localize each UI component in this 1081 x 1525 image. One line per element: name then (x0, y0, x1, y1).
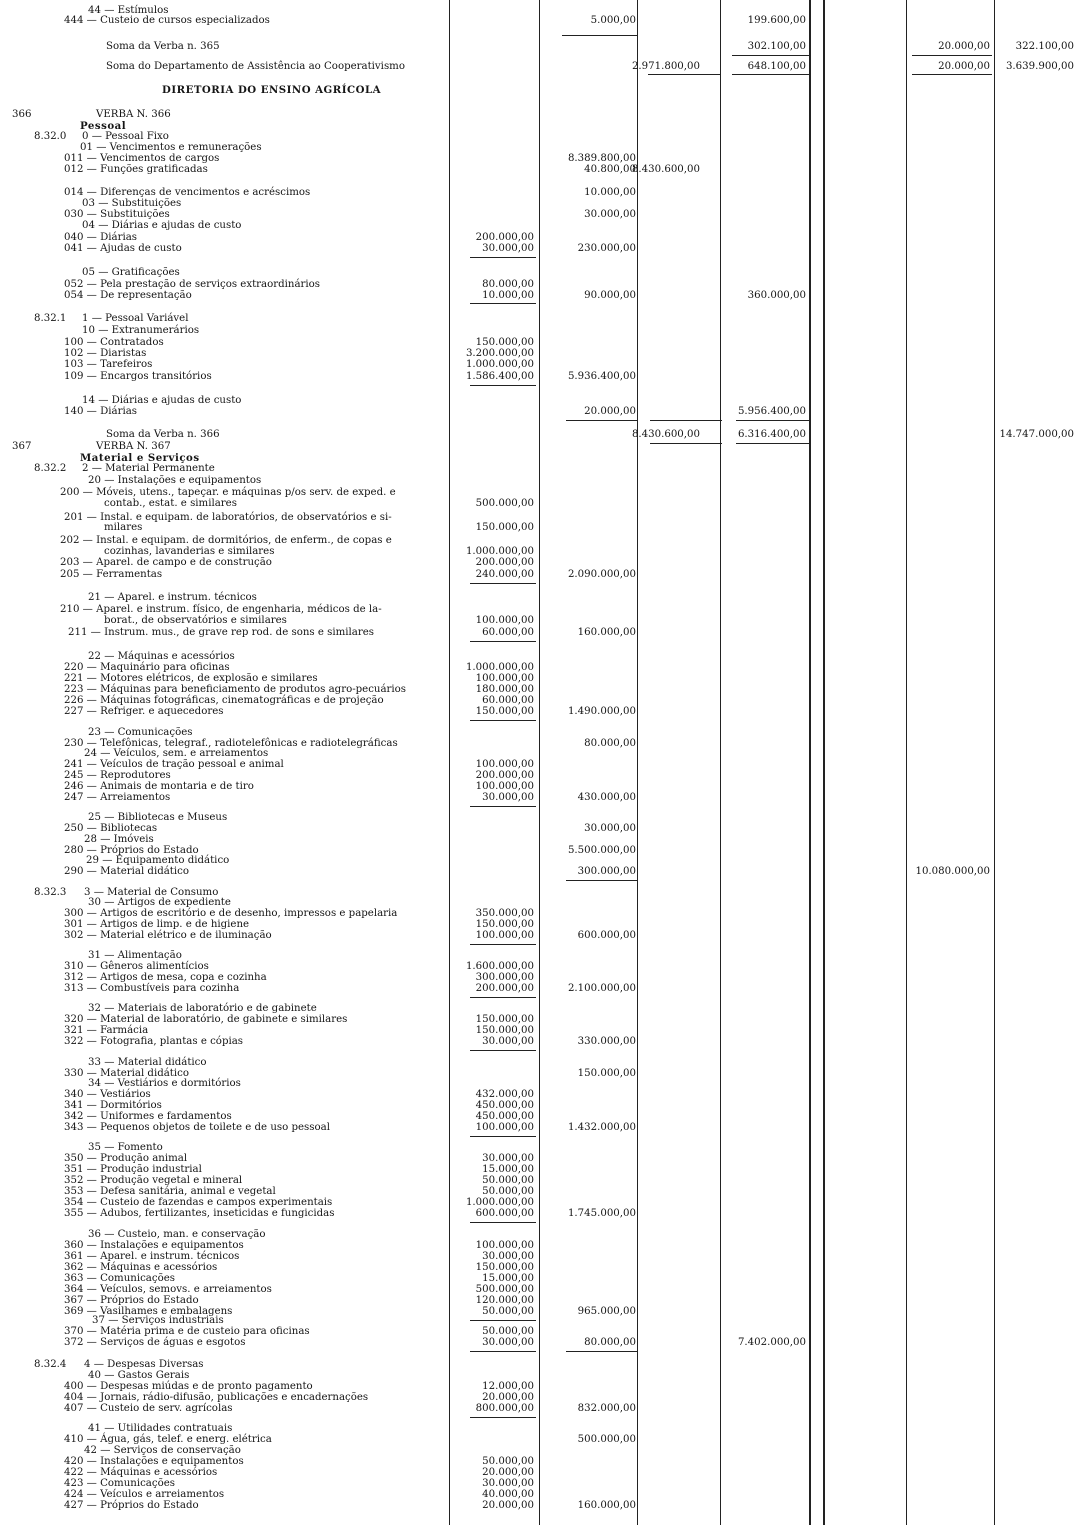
row-description: 42 — Serviços de conservação (84, 1445, 241, 1456)
amount-c1: 30.000,00 (482, 1036, 534, 1047)
row-description: 300 — Artigos de escritório e de desenho, impressos e papelaria (64, 908, 398, 919)
amount-c2: 2.090.000,00 (567, 569, 636, 580)
amount-c5: 20.000,00 (938, 41, 990, 52)
sum-rule (470, 997, 536, 998)
row-description: 343 — Pequenos objetos de toilete e de uso pessoal (64, 1122, 330, 1133)
amount-c4: 5.956.400,00 (737, 406, 806, 417)
row-description: 420 — Instalações e equipamentos (64, 1456, 244, 1467)
row-description: 367 — Próprios do Estado (64, 1295, 199, 1306)
row-description: 37 — Serviços industriais (92, 1315, 224, 1326)
sum-rule (566, 880, 638, 881)
sum-rule (470, 641, 536, 642)
row-description: milares (104, 522, 143, 533)
row-description: 246 — Animais de montaria e de tiro (64, 781, 254, 792)
budget-row (0, 15, 1081, 27)
budget-row (0, 615, 1081, 627)
row-description: 205 — Ferramentas (60, 569, 163, 580)
row-description: 321 — Farmácia (64, 1025, 149, 1036)
row-description: VERBA N. 367 (96, 441, 171, 452)
row-description: 030 — Substituições (64, 209, 170, 220)
row-description: 354 — Custeio de fazendas e campos experimentais (64, 1197, 333, 1208)
row-description: 363 — Comunicações (64, 1273, 175, 1284)
budget-row (0, 866, 1081, 878)
amount-c1: 80.000,00 (482, 279, 534, 290)
amount-c1: 1.000.000,00 (465, 359, 534, 370)
amount-c4: 7.402.000,00 (737, 1337, 806, 1348)
row-description: 247 — Arreiamentos (64, 792, 171, 803)
amount-c1: 432.000,00 (475, 1089, 534, 1100)
budget-row (0, 1208, 1081, 1220)
sum-rule (470, 1222, 536, 1223)
amount-c4: 199.600,00 (747, 15, 806, 26)
budget-row (0, 1337, 1081, 1349)
amount-c1: 10.000,00 (482, 290, 534, 301)
row-code: 8.32.2 (34, 463, 67, 474)
budget-row (0, 359, 1081, 371)
row-description: 4 — Despesas Diversas (84, 1359, 204, 1370)
amount-c1: 500.000,00 (475, 1284, 534, 1295)
row-description: 2 — Material Permanente (82, 463, 215, 474)
row-description: 011 — Vencimentos de cargos (64, 153, 220, 164)
row-description: 424 — Veículos e arreiamentos (64, 1489, 225, 1500)
row-description: 353 — Defesa sanitária, animal e vegetal (64, 1186, 276, 1197)
budget-row (0, 1036, 1081, 1048)
row-description: contab., estat. e similares (104, 498, 237, 509)
row-description: 241 — Veículos de tração pessoal e animal (64, 759, 284, 770)
amount-c2: 10.000,00 (584, 187, 636, 198)
amount-c2: 80.000,00 (584, 1337, 636, 1348)
sum-rule (470, 806, 536, 807)
amount-c1: 20.000,00 (482, 1467, 534, 1478)
row-description: Soma da Verba n. 365 (106, 41, 220, 52)
amount-c1: 450.000,00 (475, 1111, 534, 1122)
row-description: 423 — Comunicações (64, 1478, 175, 1489)
row-code: 367 (12, 441, 32, 452)
amount-c4: 6.316.400,00 (737, 429, 806, 440)
row-description: 310 — Gêneros alimentícios (64, 961, 209, 972)
budget-row (0, 592, 1081, 604)
amount-c1: 30.000,00 (482, 243, 534, 254)
row-description: 361 — Aparel. e instrum. técnicos (64, 1251, 240, 1262)
amount-c1: 1.586.400,00 (465, 371, 534, 382)
row-description: 322 — Fotografia, plantas e cópias (64, 1036, 244, 1047)
amount-c2: 1.745.000,00 (567, 1208, 636, 1219)
row-code: 8.32.4 (34, 1359, 67, 1370)
sum-rule (470, 385, 536, 386)
amount-c1: 50.000,00 (482, 1306, 534, 1317)
row-description: 14 — Diárias e ajudas de custo (82, 395, 242, 406)
sum-rule (732, 74, 810, 75)
row-description: 227 — Refriger. e aquecedores (64, 706, 224, 717)
sum-rule (470, 720, 536, 721)
amount-c1: 300.000,00 (475, 972, 534, 983)
amount-c2: 5.936.400,00 (567, 371, 636, 382)
amount-c1: 120.000,00 (475, 1295, 534, 1306)
sum-rule (470, 583, 536, 584)
row-description: 05 — Gratificações (82, 267, 180, 278)
budget-row (0, 313, 1081, 325)
row-description: 290 — Material didático (64, 866, 190, 877)
row-description: 35 — Fomento (88, 1142, 163, 1153)
row-description: 342 — Uniformes e fardamentos (64, 1111, 232, 1122)
row-description: 44 — Estímulos (88, 5, 169, 16)
amount-c6: 322.100,00 (1015, 41, 1074, 52)
amount-c2: 430.000,00 (577, 792, 636, 803)
amount-c1: 1.000.000,00 (465, 662, 534, 673)
budget-row (0, 706, 1081, 718)
amount-c1: 100.000,00 (475, 1122, 534, 1133)
amount-c1: 800.000,00 (475, 1403, 534, 1414)
amount-c1: 100.000,00 (475, 781, 534, 792)
sum-rule (732, 55, 810, 56)
row-description: 41 — Utilidades contratuais (88, 1423, 233, 1434)
amount-c1: 60.000,00 (482, 695, 534, 706)
row-description: 014 — Diferenças de vencimentos e acréscimos (64, 187, 311, 198)
row-description: 444 — Custeio de cursos especializados (64, 15, 270, 26)
amount-c2: 500.000,00 (577, 1434, 636, 1445)
amount-c2: 40.800,00 (584, 164, 636, 175)
row-description: 320 — Material de laboratório, de gabinete e similares (64, 1014, 348, 1025)
amount-c1: 60.000,00 (482, 627, 534, 638)
row-description: 28 — Imóveis (84, 834, 154, 845)
budget-row (0, 41, 1081, 53)
row-description: 370 — Matéria prima e de custeio para oficinas (64, 1326, 310, 1337)
sum-rule (912, 74, 992, 75)
amount-c2: 80.000,00 (584, 738, 636, 749)
amount-c1: 50.000,00 (482, 1175, 534, 1186)
amount-c2: 965.000,00 (577, 1306, 636, 1317)
row-description: borat., de observatórios e similares (104, 615, 287, 626)
row-description: 03 — Substituições (82, 198, 182, 209)
sum-rule (912, 55, 992, 56)
amount-c1: 12.000,00 (482, 1381, 534, 1392)
row-description: 221 — Motores elétricos, de explosão e similares (64, 673, 318, 684)
row-description: 350 — Produção animal (64, 1153, 188, 1164)
row-description: 400 — Despesas miúdas e de pronto pagamento (64, 1381, 313, 1392)
row-description: 410 — Água, gás, telef. e energ. elétrica (64, 1434, 272, 1445)
sum-rule (650, 420, 722, 421)
budget-row (0, 290, 1081, 302)
amount-c2: 8.389.800,00 (567, 153, 636, 164)
row-description: 01 — Vencimentos e remunerações (80, 142, 262, 153)
row-description: 203 — Aparel. de campo e de construção (60, 557, 272, 568)
amount-c1: 50.000,00 (482, 1456, 534, 1467)
row-description: 352 — Produção vegetal e mineral (64, 1175, 243, 1186)
sum-rule (470, 1417, 536, 1418)
row-description: 109 — Encargos transitórios (64, 371, 212, 382)
sum-rule (470, 1050, 536, 1051)
row-description: 22 — Máquinas e acessórios (88, 651, 235, 662)
amount-c1: 15.000,00 (482, 1273, 534, 1284)
amount-c2: 1.432.000,00 (567, 1122, 636, 1133)
amount-c2: 300.000,00 (577, 866, 636, 877)
amount-c1: 30.000,00 (482, 1478, 534, 1489)
row-description: 012 — Funções gratificadas (64, 164, 208, 175)
amount-c3: 2.971.800,00 (631, 61, 700, 72)
row-description: 200 — Móveis, utens., tapeçar. e máquinas p/os serv. de exped. e (60, 487, 396, 498)
budget-row (0, 371, 1081, 383)
amount-c1: 150.000,00 (475, 706, 534, 717)
row-description: 10 — Extranumerários (82, 325, 200, 336)
budget-row (0, 792, 1081, 804)
amount-c1: 30.000,00 (482, 792, 534, 803)
amount-c2: 600.000,00 (577, 930, 636, 941)
sum-rule (562, 35, 638, 36)
row-description: 313 — Combustíveis para cozinha (64, 983, 240, 994)
budget-row (0, 498, 1081, 510)
amount-c2: 5.500.000,00 (567, 845, 636, 856)
amount-c2: 330.000,00 (577, 1036, 636, 1047)
sum-rule (470, 303, 536, 304)
row-description: 32 — Materiais de laboratório e de gabinete (88, 1003, 317, 1014)
amount-c5: 20.000,00 (938, 61, 990, 72)
amount-c2: 2.100.000,00 (567, 983, 636, 994)
row-description: 250 — Bibliotecas (64, 823, 158, 834)
row-description: 210 — Aparel. e instrum. físico, de engenharia, médicos de la- (60, 604, 382, 615)
budget-row (0, 243, 1081, 255)
amount-c2: 160.000,00 (577, 1500, 636, 1511)
row-description: 041 — Ajudas de custo (64, 243, 182, 254)
row-description: Material e Serviços (80, 452, 200, 464)
row-code: 366 (12, 109, 32, 120)
amount-c1: 30.000,00 (482, 1251, 534, 1262)
budget-row (0, 1500, 1081, 1512)
row-description: cozinhas, lavanderias e similares (104, 546, 275, 557)
sum-rule (470, 1351, 536, 1352)
row-description: 040 — Diárias (64, 232, 138, 243)
amount-c1: 100.000,00 (475, 615, 534, 626)
row-code: 8.32.1 (34, 313, 67, 324)
amount-c1: 200.000,00 (475, 557, 534, 568)
row-description: 100 — Contratados (64, 337, 164, 348)
budget-row (0, 220, 1081, 232)
row-description: Pessoal (80, 120, 127, 132)
row-code: 8.32.0 (34, 131, 67, 142)
row-description: 23 — Comunicações (88, 727, 193, 738)
amount-c1: 450.000,00 (475, 1100, 534, 1111)
row-description: 0 — Pessoal Fixo (82, 131, 169, 142)
amount-c4: 360.000,00 (747, 290, 806, 301)
amount-c2: 90.000,00 (584, 290, 636, 301)
row-description: 351 — Produção industrial (64, 1164, 202, 1175)
amount-c2: 1.490.000,00 (567, 706, 636, 717)
row-description: 20 — Instalações e equipamentos (88, 475, 262, 486)
budget-row (0, 61, 1081, 73)
amount-c1: 1.600.000,00 (465, 961, 534, 972)
row-description: VERBA N. 366 (96, 109, 171, 120)
budget-row (0, 930, 1081, 942)
row-description: 312 — Artigos de mesa, copa e cozinha (64, 972, 267, 983)
row-description: 103 — Tarefeiros (64, 359, 153, 370)
row-description: 340 — Vestiários (64, 1089, 151, 1100)
row-description: 404 — Jornais, rádio-difusão, publicações e encadernações (64, 1392, 369, 1403)
budget-row (0, 627, 1081, 639)
row-description: 21 — Aparel. e instrum. técnicos (88, 592, 257, 603)
row-description: 226 — Máquinas fotográficas, cinematográficas e de projeção (64, 695, 384, 706)
amount-c6: 14.747.000,00 (999, 429, 1074, 440)
amount-c6: 3.639.900,00 (1005, 61, 1074, 72)
row-description: 24 — Veículos, sem. e arreiamentos (84, 748, 269, 759)
amount-c1: 200.000,00 (475, 232, 534, 243)
row-description: 427 — Próprios do Estado (64, 1500, 199, 1511)
budget-row (0, 429, 1081, 441)
amount-c2: 160.000,00 (577, 627, 636, 638)
budget-row (0, 267, 1081, 279)
amount-c2: 30.000,00 (584, 823, 636, 834)
budget-row (0, 164, 1081, 176)
amount-c3: 8.430.600,00 (631, 164, 700, 175)
amount-c1: 100.000,00 (475, 930, 534, 941)
amount-c1: 100.000,00 (475, 759, 534, 770)
amount-c4: 302.100,00 (747, 41, 806, 52)
budget-row (0, 475, 1081, 487)
amount-c2: 30.000,00 (584, 209, 636, 220)
sum-rule (566, 420, 638, 421)
row-description: 280 — Próprios do Estado (64, 845, 199, 856)
budget-row (0, 406, 1081, 418)
amount-c2: 832.000,00 (577, 1403, 636, 1414)
row-description: 407 — Custeio de serv. agrícolas (64, 1403, 233, 1414)
amount-c1: 150.000,00 (475, 337, 534, 348)
row-description: 04 — Diárias e ajudas de custo (82, 220, 242, 231)
amount-c1: 1.000.000,00 (465, 546, 534, 557)
amount-c1: 150.000,00 (475, 1262, 534, 1273)
row-description: 211 — Instrum. mus., de grave rep rod. de sons e similares (68, 627, 374, 638)
budget-row (0, 522, 1081, 534)
budget-row (0, 983, 1081, 995)
row-description: 223 — Máquinas para beneficiamento de produtos agro-pecuários (64, 684, 407, 695)
row-description: 360 — Instalações e equipamentos (64, 1240, 244, 1251)
amount-c4: 648.100,00 (747, 61, 806, 72)
row-description: 330 — Material didático (64, 1068, 190, 1079)
amount-c2: 230.000,00 (577, 243, 636, 254)
row-description: 245 — Reprodutores (64, 770, 171, 781)
amount-c1: 50.000,00 (482, 1186, 534, 1197)
amount-c1: 20.000,00 (482, 1392, 534, 1403)
row-description: 201 — Instal. e equipam. de laboratórios, de observatórios e si- (64, 512, 392, 523)
row-description: 25 — Bibliotecas e Museus (88, 812, 228, 823)
amount-c1: 15.000,00 (482, 1164, 534, 1175)
budget-row (0, 1122, 1081, 1134)
amount-c1: 350.000,00 (475, 908, 534, 919)
row-description: 301 — Artigos de limp. e de higiene (64, 919, 250, 930)
sum-rule (470, 1136, 536, 1137)
row-description: Soma da Verba n. 366 (106, 429, 220, 440)
amount-c1: 150.000,00 (475, 522, 534, 533)
row-description: 30 — Artigos de expediente (88, 897, 231, 908)
row-description: 36 — Custeio, man. e conservação (88, 1229, 266, 1240)
row-description: 102 — Diaristas (64, 348, 147, 359)
row-description: 33 — Material didático (88, 1057, 207, 1068)
row-description: 355 — Adubos, fertilizantes, inseticidas e fungicidas (64, 1208, 335, 1219)
row-code: 8.32.3 (34, 887, 67, 898)
budget-row (0, 463, 1081, 475)
row-description: 31 — Alimentação (88, 950, 182, 961)
row-description: 369 — Vasilhames e embalagens (64, 1306, 233, 1317)
amount-c1: 200.000,00 (475, 770, 534, 781)
sum-rule (470, 944, 536, 945)
budget-row (0, 84, 1081, 96)
amount-c1: 150.000,00 (475, 919, 534, 930)
amount-c1: 240.000,00 (475, 569, 534, 580)
amount-c1: 30.000,00 (482, 1153, 534, 1164)
budget-row (0, 325, 1081, 337)
row-description: 140 — Diárias (64, 406, 138, 417)
budget-row (0, 1403, 1081, 1415)
amount-c1: 150.000,00 (475, 1014, 534, 1025)
sum-rule (470, 257, 536, 258)
amount-c2: 5.000,00 (590, 15, 636, 26)
budget-row (0, 557, 1081, 569)
sum-rule (566, 1351, 638, 1352)
row-description: 364 — Veículos, semovs. e arreiamentos (64, 1284, 272, 1295)
amount-c1: 30.000,00 (482, 1337, 534, 1348)
row-description: 054 — De representação (64, 290, 192, 301)
row-description: 29 — Equipamento didático (86, 855, 230, 866)
amount-c1: 150.000,00 (475, 1025, 534, 1036)
sum-rule (648, 74, 720, 75)
row-description: 1 — Pessoal Variável (82, 313, 189, 324)
row-description: 230 — Telefônicas, telegraf., radiotelefônicas e radiotelegráficas (64, 738, 398, 749)
amount-c3: 8.430.600,00 (631, 429, 700, 440)
amount-c1: 500.000,00 (475, 498, 534, 509)
row-description: 302 — Material elétrico e de iluminação (64, 930, 272, 941)
amount-c1: 40.000,00 (482, 1489, 534, 1500)
amount-c1: 50.000,00 (482, 1326, 534, 1337)
row-description: 341 — Dormitórios (64, 1100, 162, 1111)
row-description: 40 — Gastos Gerais (88, 1370, 190, 1381)
amount-c1: 200.000,00 (475, 983, 534, 994)
row-description: 362 — Máquinas e acessórios (64, 1262, 218, 1273)
row-description: 3 — Material de Consumo (84, 887, 219, 898)
sum-rule (736, 420, 810, 421)
budget-row (0, 569, 1081, 581)
amount-c1: 100.000,00 (475, 673, 534, 684)
amount-c1: 3.200.000,00 (465, 348, 534, 359)
row-description: Soma do Departamento de Assistência ao Cooperativismo (106, 61, 405, 72)
row-description: 372 — Serviços de águas e esgotos (64, 1337, 246, 1348)
amount-c2: 20.000,00 (584, 406, 636, 417)
amount-c1: 20.000,00 (482, 1500, 534, 1511)
row-description: 202 — Instal. e equipam. de dormitórios, de enferm., de copas e (60, 535, 392, 546)
row-description: 220 — Maquinário para oficinas (64, 662, 230, 673)
amount-c1: 1.000.000,00 (465, 1197, 534, 1208)
row-description: 052 — Pela prestação de serviços extraordinários (64, 279, 321, 290)
row-description: 34 — Vestiários e dormitórios (88, 1078, 241, 1089)
amount-c1: 600.000,00 (475, 1208, 534, 1219)
row-description: 422 — Máquinas e acessórios (64, 1467, 218, 1478)
amount-c1: 100.000,00 (475, 1240, 534, 1251)
amount-c1: 180.000,00 (475, 684, 534, 695)
amount-c2: 150.000,00 (577, 1068, 636, 1079)
row-description: DIRETORIA DO ENSINO AGRÍCOLA (162, 84, 382, 96)
amount-c5: 10.080.000,00 (915, 866, 990, 877)
